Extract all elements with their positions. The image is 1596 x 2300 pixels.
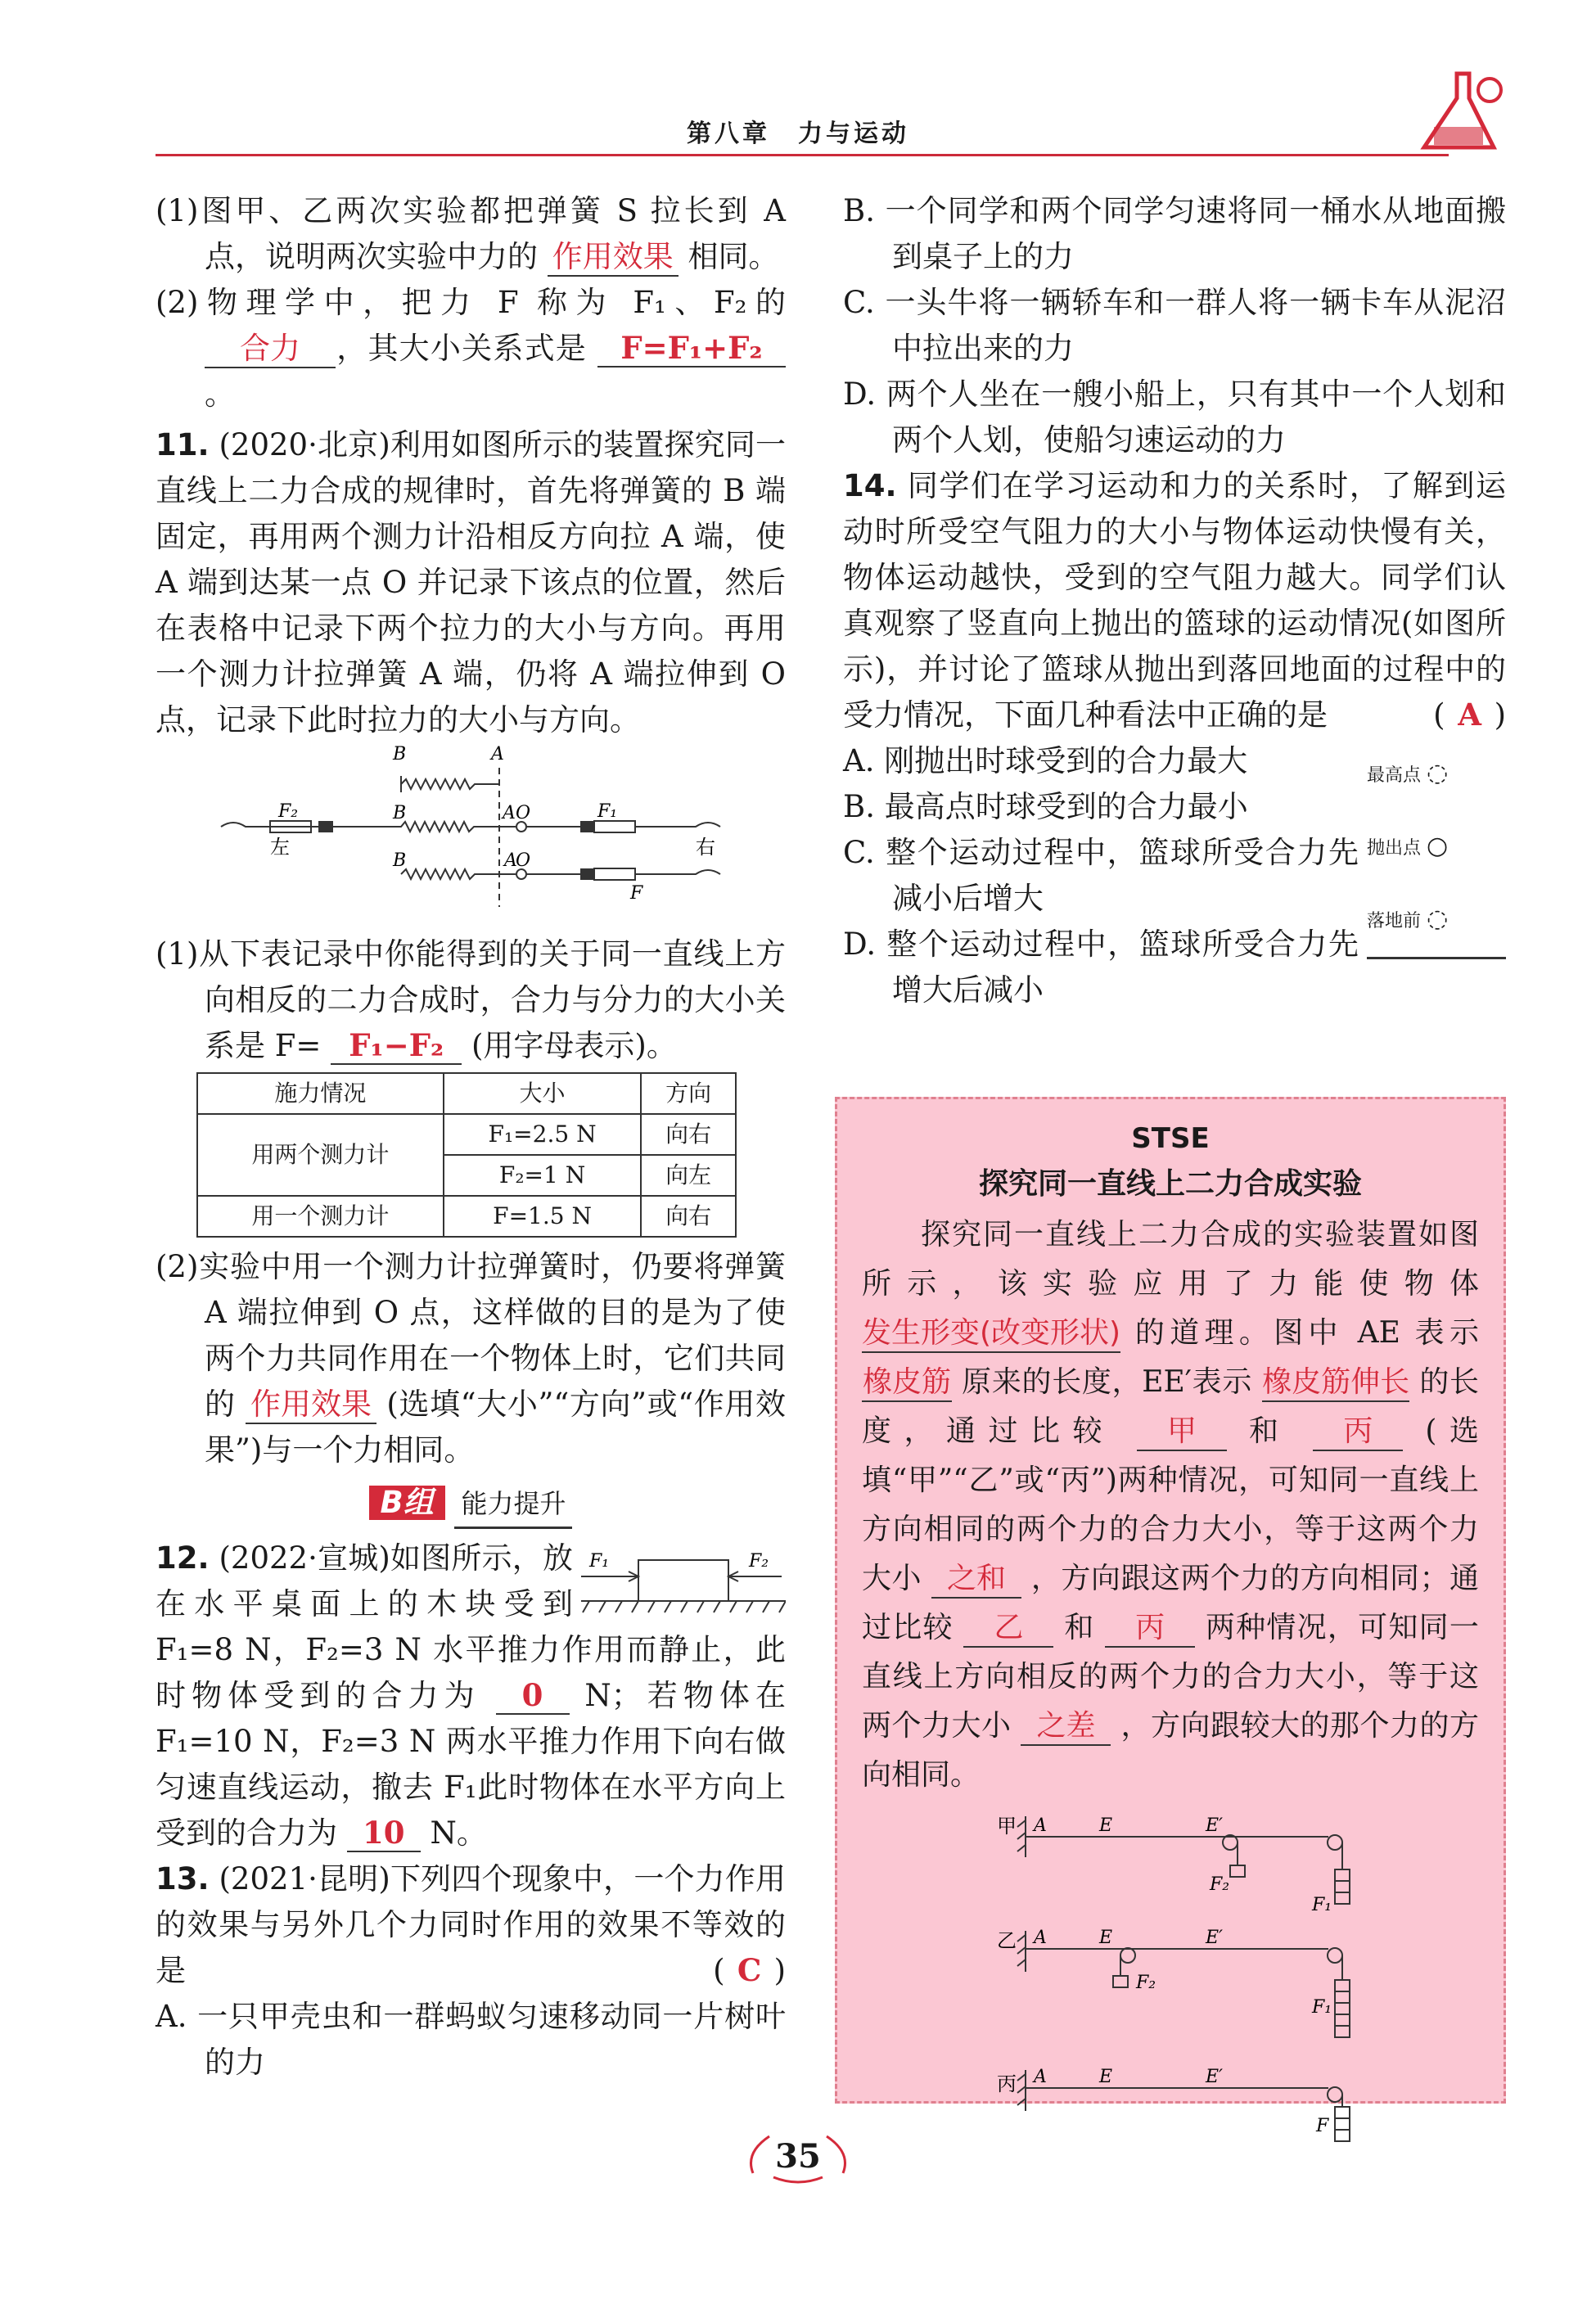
svg-text:E: E [1099, 1928, 1113, 1948]
table-row: 用两个测力计 F₁=2.5 N 向右 [197, 1114, 736, 1155]
record-table [196, 1072, 737, 1238]
answer-blank: 橡皮筋伸长 [1262, 1364, 1409, 1402]
group-badge: B组 [369, 1486, 445, 1520]
stse-title: STSE [1131, 1122, 1210, 1155]
svg-text:A: A [491, 744, 504, 764]
answer-blank: 甲 [1137, 1414, 1227, 1451]
svg-text:A: A [1034, 2067, 1047, 2087]
table-row: F₂=1 N 向左 [197, 1155, 736, 1196]
svg-text:F₁: F₁ [589, 1551, 610, 1572]
question-number: 13. [156, 1861, 210, 1896]
svg-text:E: E [1099, 1815, 1113, 1836]
q13-option-c: C. 一头牛将一辆轿车和一群人将一辆卡车从泥沼中拉出来的力 [843, 285, 1506, 366]
svg-text:右: 右 [696, 836, 715, 859]
ball-path-figure: 最高点 ◌ 抛出点 ○ 落地前 ◌ [1367, 738, 1506, 959]
svg-text:F₂: F₂ [278, 801, 299, 822]
stse-panel [835, 1097, 1506, 2136]
svg-text:F₁: F₁ [1312, 1895, 1332, 1915]
q14-stem: 14. 同学们在学习运动和力的关系时，了解到运动时所受空气阻力的大小与物体运动快慢有关，物体运动越快，受到的空气阻力越大。同学们认真观察了竖直向上抛出的篮球的运动情况(如图所示)，并讨论了篮球从抛出到落回地面的过程中的受力情况，下面几种看法中正确的是 ( A ) [843, 468, 1506, 733]
rubber-band-figure [862, 1808, 1484, 2152]
svg-text:F₁: F₁ [1312, 1997, 1332, 2018]
answer-blank: 乙 [963, 1610, 1053, 1648]
answer-blank: 作用效果 [548, 239, 679, 277]
svg-text:F₂: F₂ [1210, 1874, 1230, 1895]
q11-part2: (2)实验中用一个测力计拉弹簧时，仍要将弹簧 A 端拉伸到 O 点，这样做的目的是为了使两个力共同作用在一个物体上时，它们共同的 作用效果 (选填“大小”“方向”或“作用效果”)与一个力相同。 [156, 1249, 787, 1468]
q14-option-a: A. 刚抛出时球受到的合力最大 [843, 743, 1248, 778]
q12-block [156, 1536, 786, 1856]
answer-choice: A [1458, 697, 1481, 733]
svg-text:E′: E′ [1206, 2067, 1224, 2087]
q13-option-d: D. 两个人坐在一艘小船上，只有其中一个人划和两个人划，使船匀速运动的力 [843, 377, 1506, 458]
stse-subtitle: 探究同一直线上二力合成实验 [978, 1167, 1362, 1201]
left-column [156, 188, 786, 2086]
svg-text:B: B [393, 803, 407, 823]
answer-blank: 发生形变(改变形状) [862, 1315, 1120, 1353]
question-number: 11. [156, 427, 210, 462]
ball-icon: ○ [1427, 832, 1449, 860]
svg-text:A: A [504, 850, 517, 871]
answer-blank: 丙 [1105, 1610, 1195, 1648]
q14-option-c: C. 整个运动过程中，篮球所受合力先减小后增大 [843, 835, 1359, 916]
svg-text:甲: 甲 [997, 1815, 1017, 1838]
q12-stem: 12. (2022·宣城)如图所示，放在水平桌面上的木块受到 F₁=8 N，F₂=3 N 水平推力作用而静止，此时物体受到的合力为 0 N；若物体在 F₁=10 N，F₂=3 N 两水平推力作用下向右做匀速直线运动，撤去 F₁此时物体在水平方向上受到的合力为 10 N。 [156, 1540, 787, 1851]
table-row: 用一个测力计 F=1.5 N 向右 [197, 1196, 736, 1237]
svg-text:F: F [1316, 2116, 1329, 2136]
answer-blank: 之和 [931, 1561, 1021, 1599]
chapter-title: 第八章 力与运动 [687, 120, 909, 148]
group-subtitle: 能力提升 [454, 1481, 572, 1529]
q14-option-d: D. 整个运动过程中，篮球所受合力先增大后减小 [843, 927, 1359, 1008]
q10-part1: (1)图甲、乙两次实验都把弹簧 S 拉长到 A 点，说明两次实验中力的 作用效果 相同。 [156, 188, 786, 280]
question-number: 14. [843, 468, 897, 503]
svg-text:丙: 丙 [997, 2072, 1017, 2095]
right-column [843, 188, 1506, 1013]
spring-scale-figure [156, 743, 786, 931]
svg-text:O: O [516, 850, 531, 871]
q13-stem: 13. (2021·昆明)下列四个现象中，一个力作用的效果与另外几个力同时作用的效果不等效的是 ( C ) [156, 1861, 786, 1988]
svg-text:A: A [1034, 1815, 1047, 1836]
svg-text:E: E [1099, 2067, 1113, 2087]
answer-blank: 10 [347, 1815, 421, 1852]
answer-blank: F₁−F₂ [331, 1027, 462, 1065]
answer-blank: 丙 [1313, 1414, 1403, 1451]
answer-blank: 橡皮筋 [862, 1364, 952, 1402]
svg-text:F₂: F₂ [1136, 1973, 1156, 1993]
answer-blank: 作用效果 [246, 1387, 376, 1424]
svg-text:O: O [516, 803, 531, 823]
svg-text:E′: E′ [1206, 1928, 1224, 1948]
svg-text:F: F [630, 883, 643, 904]
answer-blank: 之差 [1021, 1708, 1111, 1746]
svg-text:F₁: F₁ [597, 801, 618, 822]
ball-icon: ◌ [1427, 759, 1449, 787]
svg-text:B: B [393, 850, 407, 871]
page-number: 35 [737, 2128, 859, 2185]
q14-option-b: B. 最高点时球受到的合力最小 [843, 789, 1248, 824]
q10-part2: (2)物理学中，把力 F 称为 F₁、F₂的 合力 ，其大小关系式是 F=F₁+F₂。 [156, 285, 786, 412]
question-number: 12. [156, 1540, 210, 1576]
answer-blank: F=F₁+F₂ [597, 330, 786, 368]
header-rule [156, 154, 1449, 156]
svg-text:A: A [1034, 1928, 1047, 1948]
q11-part1: (1)从下表记录中你能得到的关于同一直线上方向相反的二力合成时，合力与分力的大小关系是 F= F₁−F₂ (用字母表示)。 [156, 936, 786, 1063]
stse-text: 探究同一直线上二力合成的实验装置如图所示，该实验应用了力能使物体 发生形变(改变形状) 的道理。图中 AE 表示 橡皮筋 原来的长度，EE′表示 橡皮筋伸长 的长度，通过比较 甲 和 丙 (选填“甲”“乙”或“丙”)两种情况，可知同一直线上方向相同的两个力的合力大小，等于这两个力大小 之和 ，方向跟这两个力的方向相同；通过比较 乙 和 丙 两种情况，可知同一直线上方向相反的两个力的合力大小，等于这两个力大小 之差 ，方向跟较大的那个力的方向相同。 [862, 1218, 1480, 1792]
block-force-figure [581, 1536, 786, 1626]
svg-text:B: B [393, 744, 407, 764]
q13-option-a: A. 一只甲壳虫和一群蚂蚁匀速移动同一片树叶的力 [156, 1999, 786, 2080]
q11-stem: 11. (2020·北京)利用如图所示的装置探究同一直线上二力合成的规律时，首先将弹簧的 B 端固定，再用两个测力计沿相反方向拉 A 端，使 A 端到达某一点 O 并记录下该点的位置，然后在表格中记录下两个拉力的大小与方向。再用一个测力计拉弹簧 A 端，仍将 A 端拉伸到 O 点，记录下此时拉力的大小与方向。 [156, 427, 786, 737]
group-b-heading [156, 1480, 786, 1529]
page-header [0, 106, 1596, 156]
q14-options [843, 738, 1506, 1013]
svg-text:F₂: F₂ [749, 1551, 769, 1572]
answer-blank: 合力 [205, 331, 336, 368]
svg-text:乙: 乙 [997, 1929, 1017, 1952]
q13-option-b: B. 一个同学和两个同学匀速将同一桶水从地面搬到桌子上的力 [843, 193, 1506, 274]
svg-text:A: A [503, 803, 516, 823]
flask-logo-icon [1408, 65, 1514, 156]
answer-blank: 0 [496, 1677, 570, 1715]
answer-choice: C [737, 1952, 762, 1988]
table-header-row: 施力情况 大小 方向 [197, 1073, 736, 1114]
ball-icon: ◌ [1427, 904, 1449, 933]
svg-text:E′: E′ [1206, 1815, 1224, 1836]
svg-text:左: 左 [270, 836, 290, 859]
